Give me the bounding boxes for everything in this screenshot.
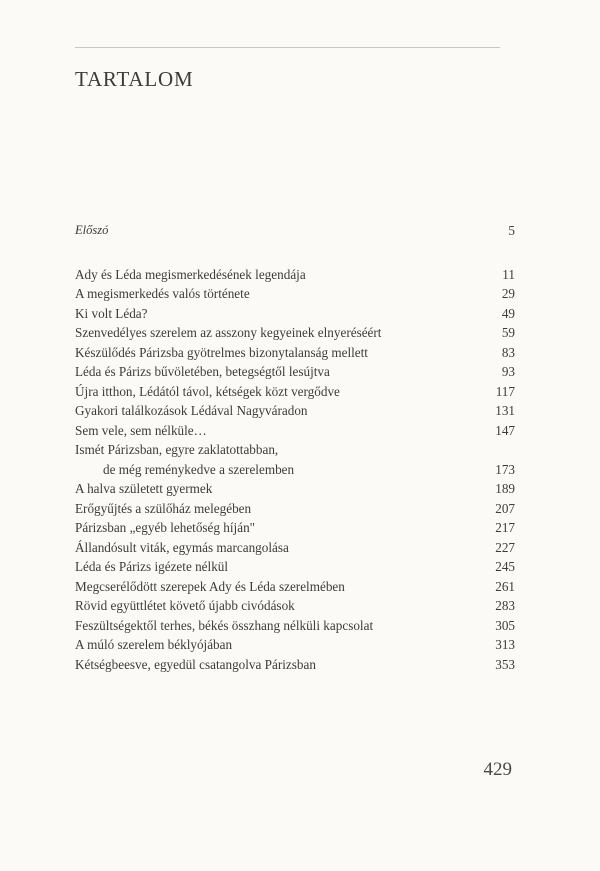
toc-entry-label: Erőgyűjtés a szülőház melegében	[75, 500, 252, 516]
toc-entry-label: Léda és Párizs bűvöletében, betegségtől lesújtva	[75, 364, 330, 379]
toc-entry	[75, 304, 515, 324]
toc-entry-page: 5	[508, 223, 515, 238]
toc-entry-page: 261	[495, 578, 515, 594]
toc-entry-foreword	[75, 221, 515, 241]
toc-entry-label: Párizsban „egyéb lehetőség híján"	[75, 520, 256, 535]
toc-entry-page: 353	[495, 656, 515, 672]
toc-entry-page: 131	[495, 403, 515, 418]
toc-entry	[75, 616, 515, 636]
toc-entry-page: 189	[495, 481, 515, 496]
toc-entry-label: Újra itthon, Lédától távol, kétségek közt vergődve	[75, 383, 340, 399]
toc-entry-label: A halva született gyermek	[75, 481, 213, 496]
toc-entry-label: Megcserélődött szerepek Ady és Léda szerelmében	[75, 578, 345, 594]
toc-entry-label: Készülődés Párizsba gyötrelmes bizonytalanság mellett	[75, 344, 368, 360]
toc-entry-label: Állandósult viták, egymás marcangolása	[75, 539, 289, 555]
toc-entry-label: Kétségbeesve, egyedül csatangolva Párizsban	[75, 656, 316, 672]
toc-entry-label: Rövid együttlétet követő újabb civódások	[75, 598, 295, 613]
toc-entry-page: 217	[495, 520, 515, 535]
top-rule	[75, 47, 500, 48]
toc-entry	[75, 557, 515, 577]
toc-entry-page: 245	[495, 559, 515, 574]
toc-entry-page: 207	[495, 500, 515, 516]
page-title: TARTALOM	[75, 67, 194, 91]
page-number: 429	[483, 759, 512, 780]
toc-entry	[75, 382, 515, 402]
toc-entry-page: 227	[495, 539, 515, 555]
toc-entry	[75, 538, 515, 558]
table-of-contents	[75, 221, 515, 674]
toc-entry	[75, 421, 515, 441]
toc-entry-label: Léda és Párizs igézete nélkül	[75, 559, 229, 574]
toc-entry-page: 147	[495, 422, 515, 438]
toc-entry	[75, 362, 515, 382]
toc-entry-continuation	[75, 460, 515, 480]
toc-entry	[75, 401, 515, 421]
toc-entry	[75, 440, 515, 460]
toc-entry-page: 93	[501, 364, 515, 379]
toc-entry-page: 283	[495, 598, 515, 613]
toc-entry-page: 29	[501, 286, 515, 301]
toc-entry-label: Ady és Léda megismerkedésének legendája	[75, 266, 306, 282]
toc-entry	[75, 577, 515, 597]
toc-entry-page: 305	[495, 617, 515, 633]
toc-entry	[75, 343, 515, 363]
toc-entry	[75, 265, 515, 285]
toc-entry-label: Ismét Párizsban, egyre zaklatottabban,	[75, 442, 279, 457]
toc-entry-label: Feszültségektől terhes, békés összhang nélküli kapcsolat	[75, 617, 374, 633]
toc-entry-label: A múló szerelem béklyójában	[75, 637, 233, 652]
toc-entry-label: Előszó	[75, 223, 109, 237]
toc-entry-page: 117	[495, 383, 515, 399]
toc-entry	[75, 596, 515, 616]
toc-entry	[75, 518, 515, 538]
toc-entry	[75, 499, 515, 519]
toc-entry-label: Ki volt Léda?	[75, 305, 148, 321]
toc-entry	[75, 635, 515, 655]
toc-entry	[75, 284, 515, 304]
toc-entry	[75, 323, 515, 343]
toc-entry-label: A megismerkedés valós története	[75, 286, 250, 301]
toc-entry-page: 83	[501, 344, 515, 360]
toc-entry-page: 313	[495, 637, 515, 652]
toc-entry-page: 59	[501, 325, 515, 340]
toc-entry-label: Gyakori találkozások Lédával Nagyváradon	[75, 403, 308, 418]
toc-entry	[75, 479, 515, 499]
toc-entry-page: 49	[501, 305, 515, 321]
toc-entry-label: Sem vele, sem nélküle…	[75, 422, 207, 438]
toc-entry-label: de még reménykedve a szerelemben	[103, 461, 295, 477]
toc-entry-page: 173	[495, 461, 515, 477]
toc-entry-label: Szenvedélyes szerelem az asszony kegyeinek elnyeréséért	[75, 325, 382, 340]
toc-entry	[75, 655, 515, 675]
toc-entry-page: 11	[502, 266, 515, 282]
